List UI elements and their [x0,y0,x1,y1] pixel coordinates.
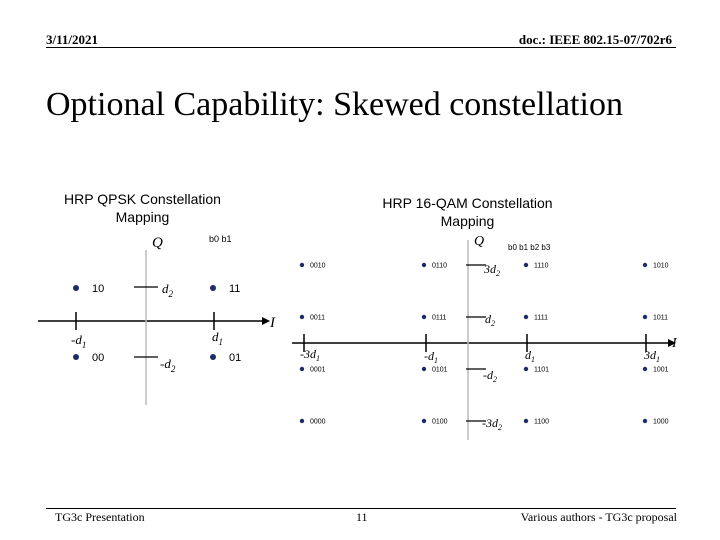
qam-constellation [292,234,678,440]
qam-point-label-0001: 0001 [310,366,326,374]
footer-left: TG3c Presentation [55,510,145,524]
qam-tick-label-qn1: $-d_2$ [483,368,497,384]
qpsk-point-01 [210,354,216,360]
qpsk-q-axis-label: Q [152,235,163,251]
qam-point-1010 [643,263,647,267]
qpsk-point-00 [73,354,79,360]
qpsk-point-11 [210,285,216,291]
qam-i-axis-label: I [672,336,677,351]
qam-point-1101 [524,367,528,371]
qam-bits-header: b0 b1 b2 b3 [508,243,551,252]
slide-title: Optional Capability: Skewed constellation [46,86,623,123]
qam-point-label-1011: 1011 [653,314,669,322]
qam-tick-label-neg1: $-d_1$ [424,349,438,365]
qam-point-1100 [524,419,528,423]
qam-point-label-1101: 1101 [534,366,550,374]
footer-right: Various authors - TG3c proposal [520,510,677,524]
qpsk-tick-label-neg-q: $-d_2$ [160,356,176,374]
qam-point-1110 [524,263,528,267]
qam-point-label-1110: 1110 [534,262,549,270]
qpsk-caption-line2: Mapping [115,209,170,225]
qam-point-0000 [300,419,304,423]
qam-point-1011 [643,315,647,319]
qam-caption-line1: HRP 16-QAM Constellation [382,195,553,211]
qam-point-label-0010: 0010 [310,262,326,270]
footer-rule [46,508,676,509]
qam-point-label-0111: 0111 [432,314,447,322]
qam-tick-label-pos1: $d_1$ [525,348,535,364]
qam-point-1111 [524,315,528,319]
qam-point-label-1100: 1100 [534,418,550,426]
qam-point-label-1010: 1010 [653,262,669,270]
qam-point-label-1000: 1000 [653,418,669,426]
qpsk-tick-label-neg-i: $-d_1$ [71,332,87,350]
qam-point-1000 [643,419,647,423]
qam-point-0111 [422,315,426,319]
qam-tick-label-neg3: $-3d_1$ [300,347,320,363]
qpsk-constellation [38,234,276,405]
qam-point-0011 [300,315,304,319]
qpsk-tick-label-pos-q: $d_2$ [162,281,173,299]
header-date: 3/11/2021 [46,32,99,47]
qpsk-point-label-11: 11 [229,283,241,295]
qpsk-point-label-00: 00 [92,352,105,364]
qpsk-bits-header: b0 b1 [209,234,232,244]
qam-point-label-0100: 0100 [432,418,448,426]
qam-point-0110 [422,263,426,267]
header-doc-id: doc.: IEEE 802.15-07/702r6 [518,32,672,47]
qam-tick-label-pos3: $3d_1$ [644,348,660,364]
qam-point-0001 [300,367,304,371]
qpsk-point-label-10: 10 [92,283,105,295]
footer-page-number: 11 [356,510,368,524]
qam-point-0100 [422,419,426,423]
qam-tick-label-q1: $d_2$ [485,312,495,328]
qam-point-label-1111: 1111 [534,314,549,322]
qam-point-0010 [300,263,304,267]
qpsk-point-label-01: 01 [229,352,242,364]
qam-point-label-0011: 0011 [310,314,326,322]
qam-point-label-0110: 0110 [432,262,448,270]
qam-point-label-0000: 0000 [310,418,326,426]
qam-point-0101 [422,367,426,371]
qpsk-caption-line1: HRP QPSK Constellation [64,191,221,207]
qam-point-1001 [643,367,647,371]
qam-tick-label-q3: $3d_2$ [484,262,500,278]
qam-point-label-1001: 1001 [653,366,669,374]
qam-caption-line2: Mapping [440,213,495,229]
qpsk-i-arrowhead [262,317,270,325]
qam-point-label-0101: 0101 [432,366,448,374]
qam-tick-label-qn3: $-3d_2$ [482,416,502,432]
qam-q-axis-label: Q [474,234,485,249]
qpsk-i-axis-label: I [270,315,275,331]
qpsk-point-10 [73,285,79,291]
qpsk-tick-label-pos-i: $d_1$ [212,329,223,347]
